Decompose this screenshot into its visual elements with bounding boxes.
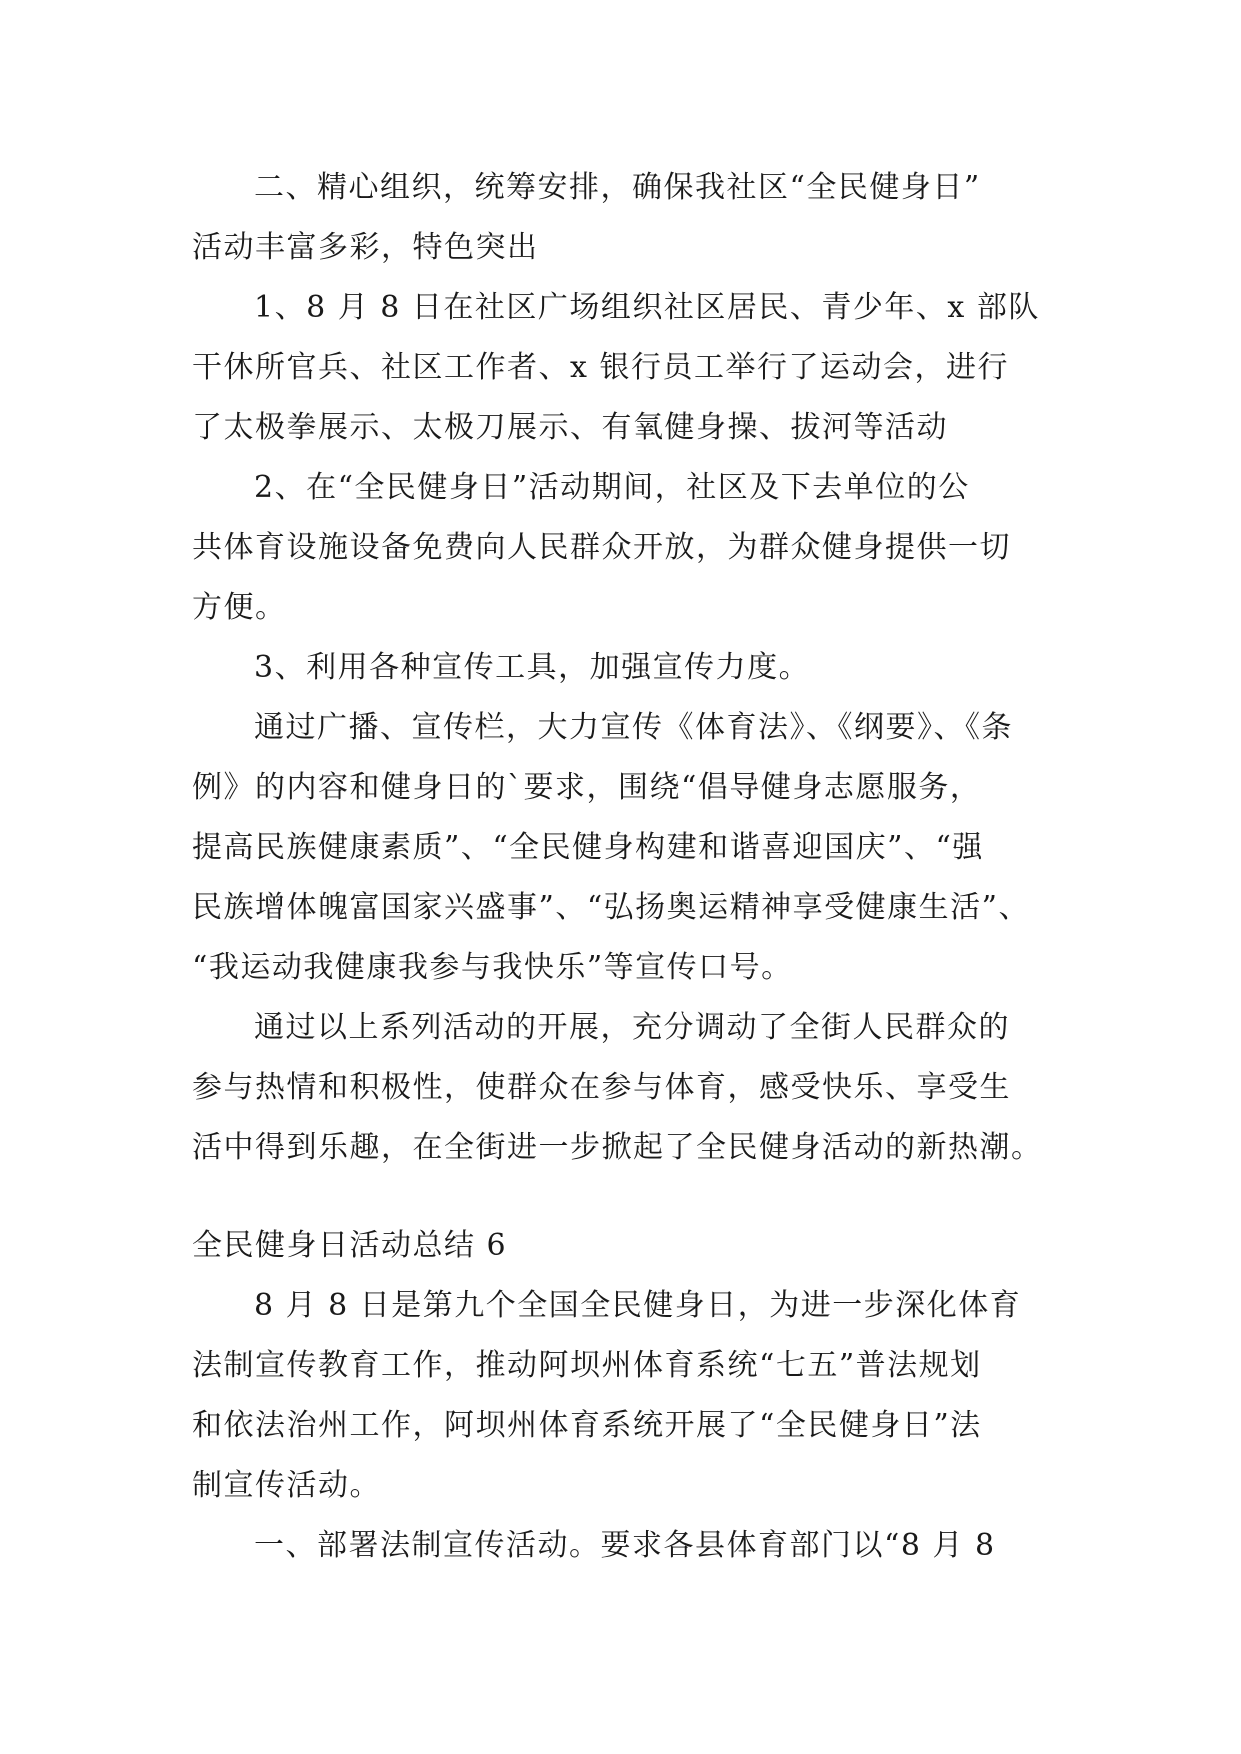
paragraph-line: 通过以上系列活动的开展，充分调动了全街人民群众的 (254, 1010, 1010, 1045)
paragraph-line: 了太极拳展示、太极刀展示、有氧健身操、拔河等活动 (192, 410, 948, 445)
paragraph-line: 参与热情和积极性，使群众在参与体育，感受快乐、享受生 (192, 1070, 1011, 1105)
paragraph-line: “我运动我健康我参与我快乐”等宣传口号。 (192, 950, 793, 985)
paragraph-line: 和依法治州工作，阿坝州体育系统开展了“全民健身日”法 (192, 1408, 982, 1443)
paragraph-line: 制宣传活动。 (192, 1468, 381, 1503)
paragraph-line: 干休所官兵、社区工作者、x 银行员工举行了运动会，进行 (192, 350, 1009, 385)
paragraph-line: 法制宣传教育工作，推动阿坝州体育系统“七五”普法规划 (192, 1348, 982, 1383)
paragraph-line: 二、精心组织，统筹安排，确保我社区“全民健身日” (254, 170, 981, 205)
paragraph-line: 1、8 月 8 日在社区广场组织社区居民、青少年、x 部队 (254, 290, 1040, 325)
paragraph-line: 通过广播、宣传栏，大力宣传《体育法》、《纲要》、《条 (254, 710, 1013, 745)
paragraph-line: 2、在“全民健身日”活动期间，社区及下去单位的公 (254, 470, 970, 505)
paragraph-line: 例》的内容和健身日的`要求，围绕“倡导健身志愿服务， (192, 770, 982, 805)
paragraph-line: 活动丰富多彩，特色突出 (192, 230, 539, 265)
paragraph-line: 3、利用各种宣传工具，加强宣传力度。 (254, 650, 811, 685)
section-heading: 全民健身日活动总结 6 (192, 1228, 508, 1263)
paragraph-line: 提高民族健康素质”、“全民健身构建和谐喜迎国庆”、“强 (192, 830, 984, 865)
paragraph-line: 8 月 8 日是第九个全国全民健身日，为进一步深化体育 (254, 1288, 1022, 1323)
paragraph-line: 一、部署法制宣传活动。要求各县体育部门以“8 月 8 (254, 1528, 996, 1563)
paragraph-line: 共体育设施设备免费向人民群众开放，为群众健身提供一切 (192, 530, 1011, 565)
paragraph-line: 活中得到乐趣，在全街进一步掀起了全民健身活动的新热潮。 (192, 1130, 1043, 1165)
paragraph-line: 方便。 (192, 590, 287, 625)
paragraph-line: 民族增体魄富国家兴盛事”、“弘扬奥运精神享受健康生活”、 (192, 890, 1031, 925)
